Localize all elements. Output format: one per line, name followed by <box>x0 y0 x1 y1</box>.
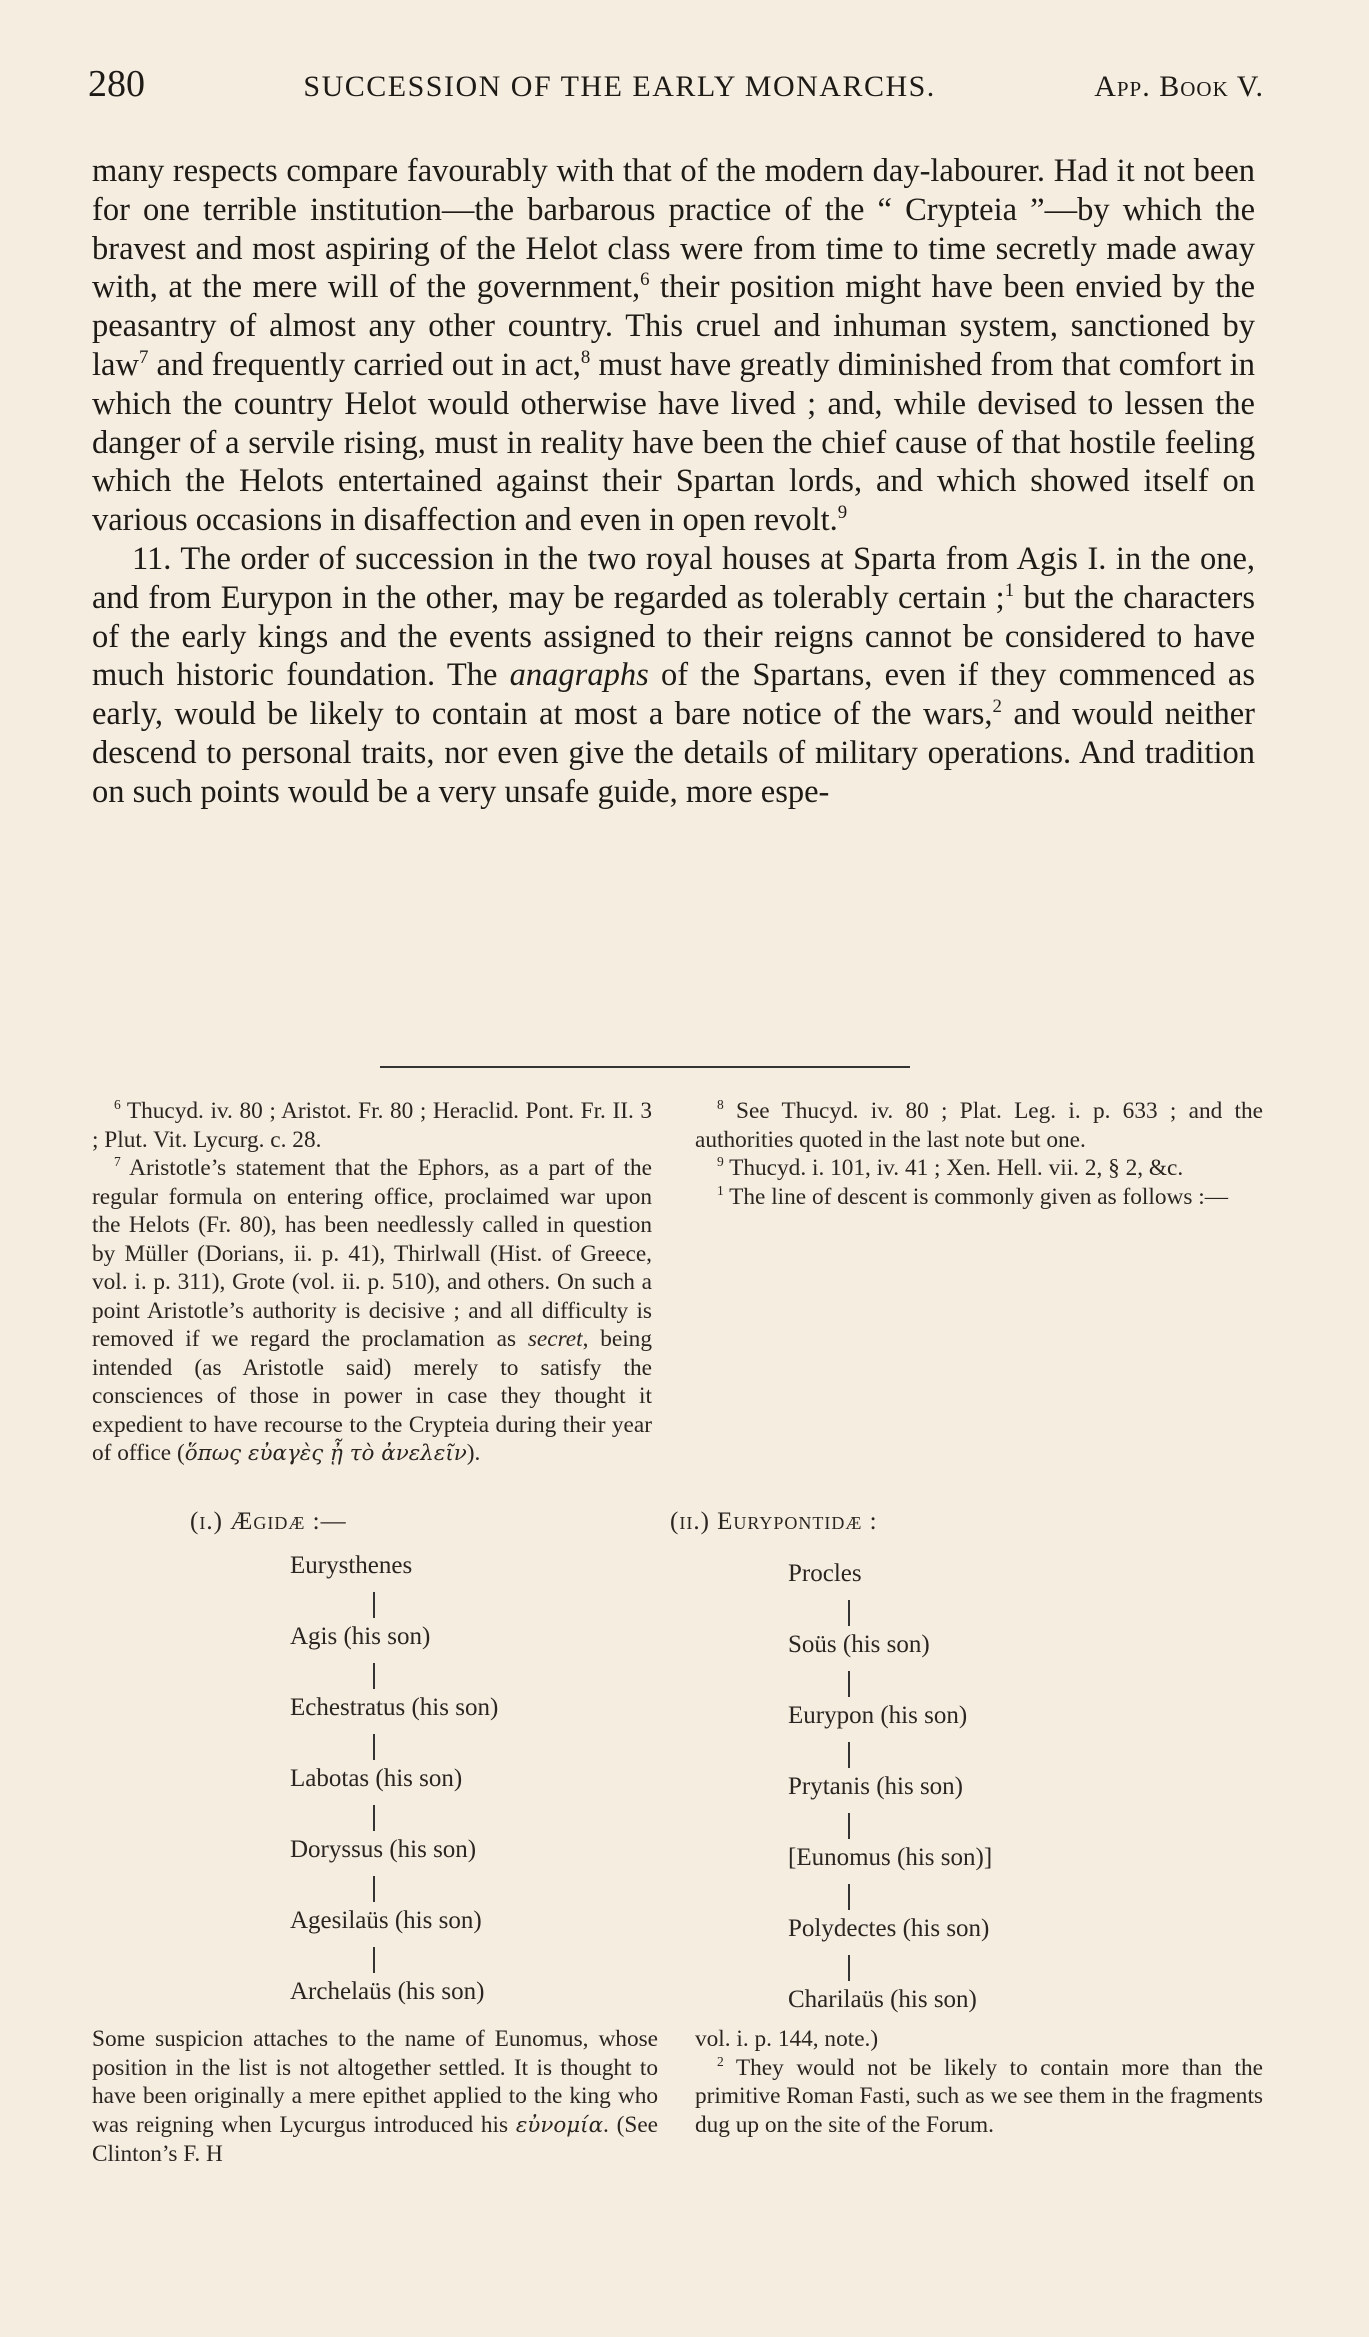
descent-line <box>373 1663 375 1689</box>
genealogy-member: Labotas (his son) <box>290 1765 463 1792</box>
page-number: 280 <box>88 63 145 105</box>
footnotes-left-column <box>92 1097 652 1469</box>
footnote-6 <box>92 1097 652 1154</box>
footnote-number: 2 <box>717 2053 724 2069</box>
text-run: of the Spartans, even if they commenced as early, would be likely to contain at most a bare notice of the wars, <box>92 657 1255 733</box>
footnote-7 <box>92 1154 652 1469</box>
genealogy-member: Soüs (his son) <box>788 1631 930 1658</box>
footnote-text: They would not be likely to contain more than the primitive Roman Fasti, such as we see them in the fragments dug up on the site of the Forum. <box>695 2054 1263 2138</box>
genealogy-member: Charilaüs (his son) <box>788 1986 977 2013</box>
genealogy-aegidae <box>190 1508 670 2018</box>
genealogy-member: Agis (his son) <box>290 1623 431 1650</box>
descent-line <box>848 1671 850 1697</box>
secret-term: secret <box>527 1326 583 1352</box>
footnote-text: The line of descent is commonly given as follows :— <box>723 1183 1229 1210</box>
footnote-divider <box>380 1066 910 1068</box>
footnote-number: 9 <box>717 1154 724 1170</box>
footnote-1-continued <box>92 2025 658 2169</box>
footnote-text: vol. i. p. 144, note.) <box>695 2026 879 2052</box>
footnote-text: Some suspicion attaches to the name of Eunomus, whose position in the list is not altogether settled. It is thought to have been originally a mere epithet applied to the king who was reigning when Lycurgus introduced his <box>92 2026 658 2138</box>
footnote-text: See Thucyd. iv. 80 ; Plat. Leg. i. p. 633 ; and the authorities quoted in the last note but one. <box>695 1098 1263 1153</box>
descent-line <box>373 1947 375 1973</box>
descent-line <box>373 1734 375 1760</box>
footnote-ref-2: 2 <box>992 696 1002 718</box>
text-run: and would neither descend to personal traits, nor even give the details of military operations. And tradition on such points would be a very unsafe guide, more espe- <box>92 696 1255 810</box>
main-text <box>92 152 1255 812</box>
anagraphs-term: anagraphs <box>509 657 649 694</box>
footnote-ref-9: 9 <box>837 502 848 524</box>
footnote-text: Aristotle’s statement that the Ephors, as a part of the regular formula on entering office, proclaimed war upon the Helots (Fr. 80), has been needlessly called in question by Müller (Dorians, ii. p. 41), Thirlwall (Hist. of Greece, vol. i. p. 311), Grote (vol. ii. p. 510), and others. On such a point Aristotle’s authority is decisive ; and all difficulty is removed if we regard the proclamation as <box>92 1155 652 1352</box>
genealogy-member: Doryssus (his son) <box>290 1836 477 1863</box>
text-run: and frequently carried out in act, <box>148 346 581 383</box>
footnote-text: Thucyd. iv. 80 ; Aristot. Fr. 80 ; Heraclid. Pont. Fr. II. 3 ; Plut. Vit. Lycurg. c. 28. <box>92 1098 652 1153</box>
footnote-text: ). <box>466 1440 481 1466</box>
footnote-9 <box>695 1154 1263 1183</box>
descent-line <box>373 1876 375 1902</box>
footnote-ref-1: 1 <box>1004 579 1015 601</box>
footnote-text: , being intended (as Aristotle said) merely to satisfy the consciences of those in power in case they thought it expedient to have recourse to the Crypteia during their year of office ( <box>92 1326 652 1466</box>
footnote-ref-7: 7 <box>138 347 149 369</box>
footnote-number: 1 <box>717 1182 724 1198</box>
eunomus-note <box>92 2025 658 2169</box>
footnote-number: 8 <box>717 1097 724 1113</box>
descent-line <box>848 1884 850 1910</box>
text-run: their position might have been envied by the peasantry of almost any other country. This cruel and inhuman system, sanctioned by law <box>92 269 1255 383</box>
text-run: but the characters of the early kings and the events assigned to their reigns cannot be considered to have much historic foundation. The <box>92 579 1255 694</box>
genealogy-member: Eurypon (his son) <box>788 1702 968 1729</box>
text-run: many respects compare favourably with that of the modern day-labourer. Had it not been for one terrible institution—the barbarous practice of the “ Crypteia ”—by which the bravest and most aspiring of the Helot class were from time to time secretly made away with, at the mere will of the government, <box>92 153 1255 306</box>
footnote-2 <box>695 2054 1263 2140</box>
genealogy-heading: (ii.) Eurypontidæ : <box>670 1508 878 1535</box>
footnote-8 <box>695 1097 1263 1154</box>
footnote-number: 7 <box>114 1154 121 1170</box>
footnote-1 <box>695 1183 1263 1212</box>
footnotes-bottom-right <box>695 2025 1263 2139</box>
genealogy-eurypontidae <box>670 1508 1230 2040</box>
genealogy-member: Polydectes (his son) <box>788 1915 990 1942</box>
descent-line <box>373 1805 375 1831</box>
descent-line <box>373 1592 375 1618</box>
genealogy-member: Agesilaüs (his son) <box>290 1907 482 1934</box>
text-run: 11. The order of succession in the two royal houses at Sparta from Agis I. in the one, and from Eurypon in the other, may be regarded as tolerably certain ; <box>92 540 1255 616</box>
footnote-text: Thucyd. i. 101, iv. 41 ; Xen. Hell. vii. 2, § 2, &c. <box>723 1155 1184 1181</box>
genealogy-member: Echestratus (his son) <box>290 1694 499 1721</box>
descent-line <box>848 1600 850 1626</box>
footnote-number: 6 <box>114 1097 121 1113</box>
genealogy-heading: (i.) Ægidæ :— <box>190 1508 347 1535</box>
paragraph-11 <box>92 540 1255 812</box>
paragraph-1 <box>92 152 1255 540</box>
genealogy-member: Procles <box>788 1560 862 1587</box>
footnote-ref-6: 6 <box>640 269 650 291</box>
running-title: SUCCESSION OF THE EARLY MONARCHS. <box>303 70 936 103</box>
running-header <box>88 62 1264 106</box>
genealogy-member: Archelaüs (his son) <box>290 1978 485 2005</box>
footnote-text: . (See Clinton’s F. H <box>92 2111 658 2167</box>
footnotes-right-column <box>695 1097 1263 1211</box>
genealogy-member: [Eunomus (his son)] <box>788 1844 993 1871</box>
genealogy-member: Prytanis (his son) <box>788 1773 963 1800</box>
section-label: App. Book V. <box>1094 70 1264 103</box>
descent-line <box>848 1955 850 1981</box>
footnote-1-end <box>695 2025 1263 2054</box>
greek-word: εὐνομία <box>515 2112 604 2138</box>
greek-phrase: ὅπως εὐαγὲς ᾖ τὸ ἀνελεῖν <box>184 1441 467 1466</box>
descent-line <box>848 1813 850 1839</box>
descent-line <box>848 1742 850 1768</box>
footnote-ref-8: 8 <box>580 347 591 369</box>
text-run: must have greatly diminished from that comfort in which the country Helot would otherwise have lived ; and, while devised to lessen the danger of a servile rising, must in reality have been the chief cause of that hostile feeling which the Helots entertained against their Spartan lords, and which showed itself on various occasions in disaffection and even in open revolt. <box>92 346 1255 539</box>
genealogy-member: Eurysthenes <box>290 1552 413 1579</box>
